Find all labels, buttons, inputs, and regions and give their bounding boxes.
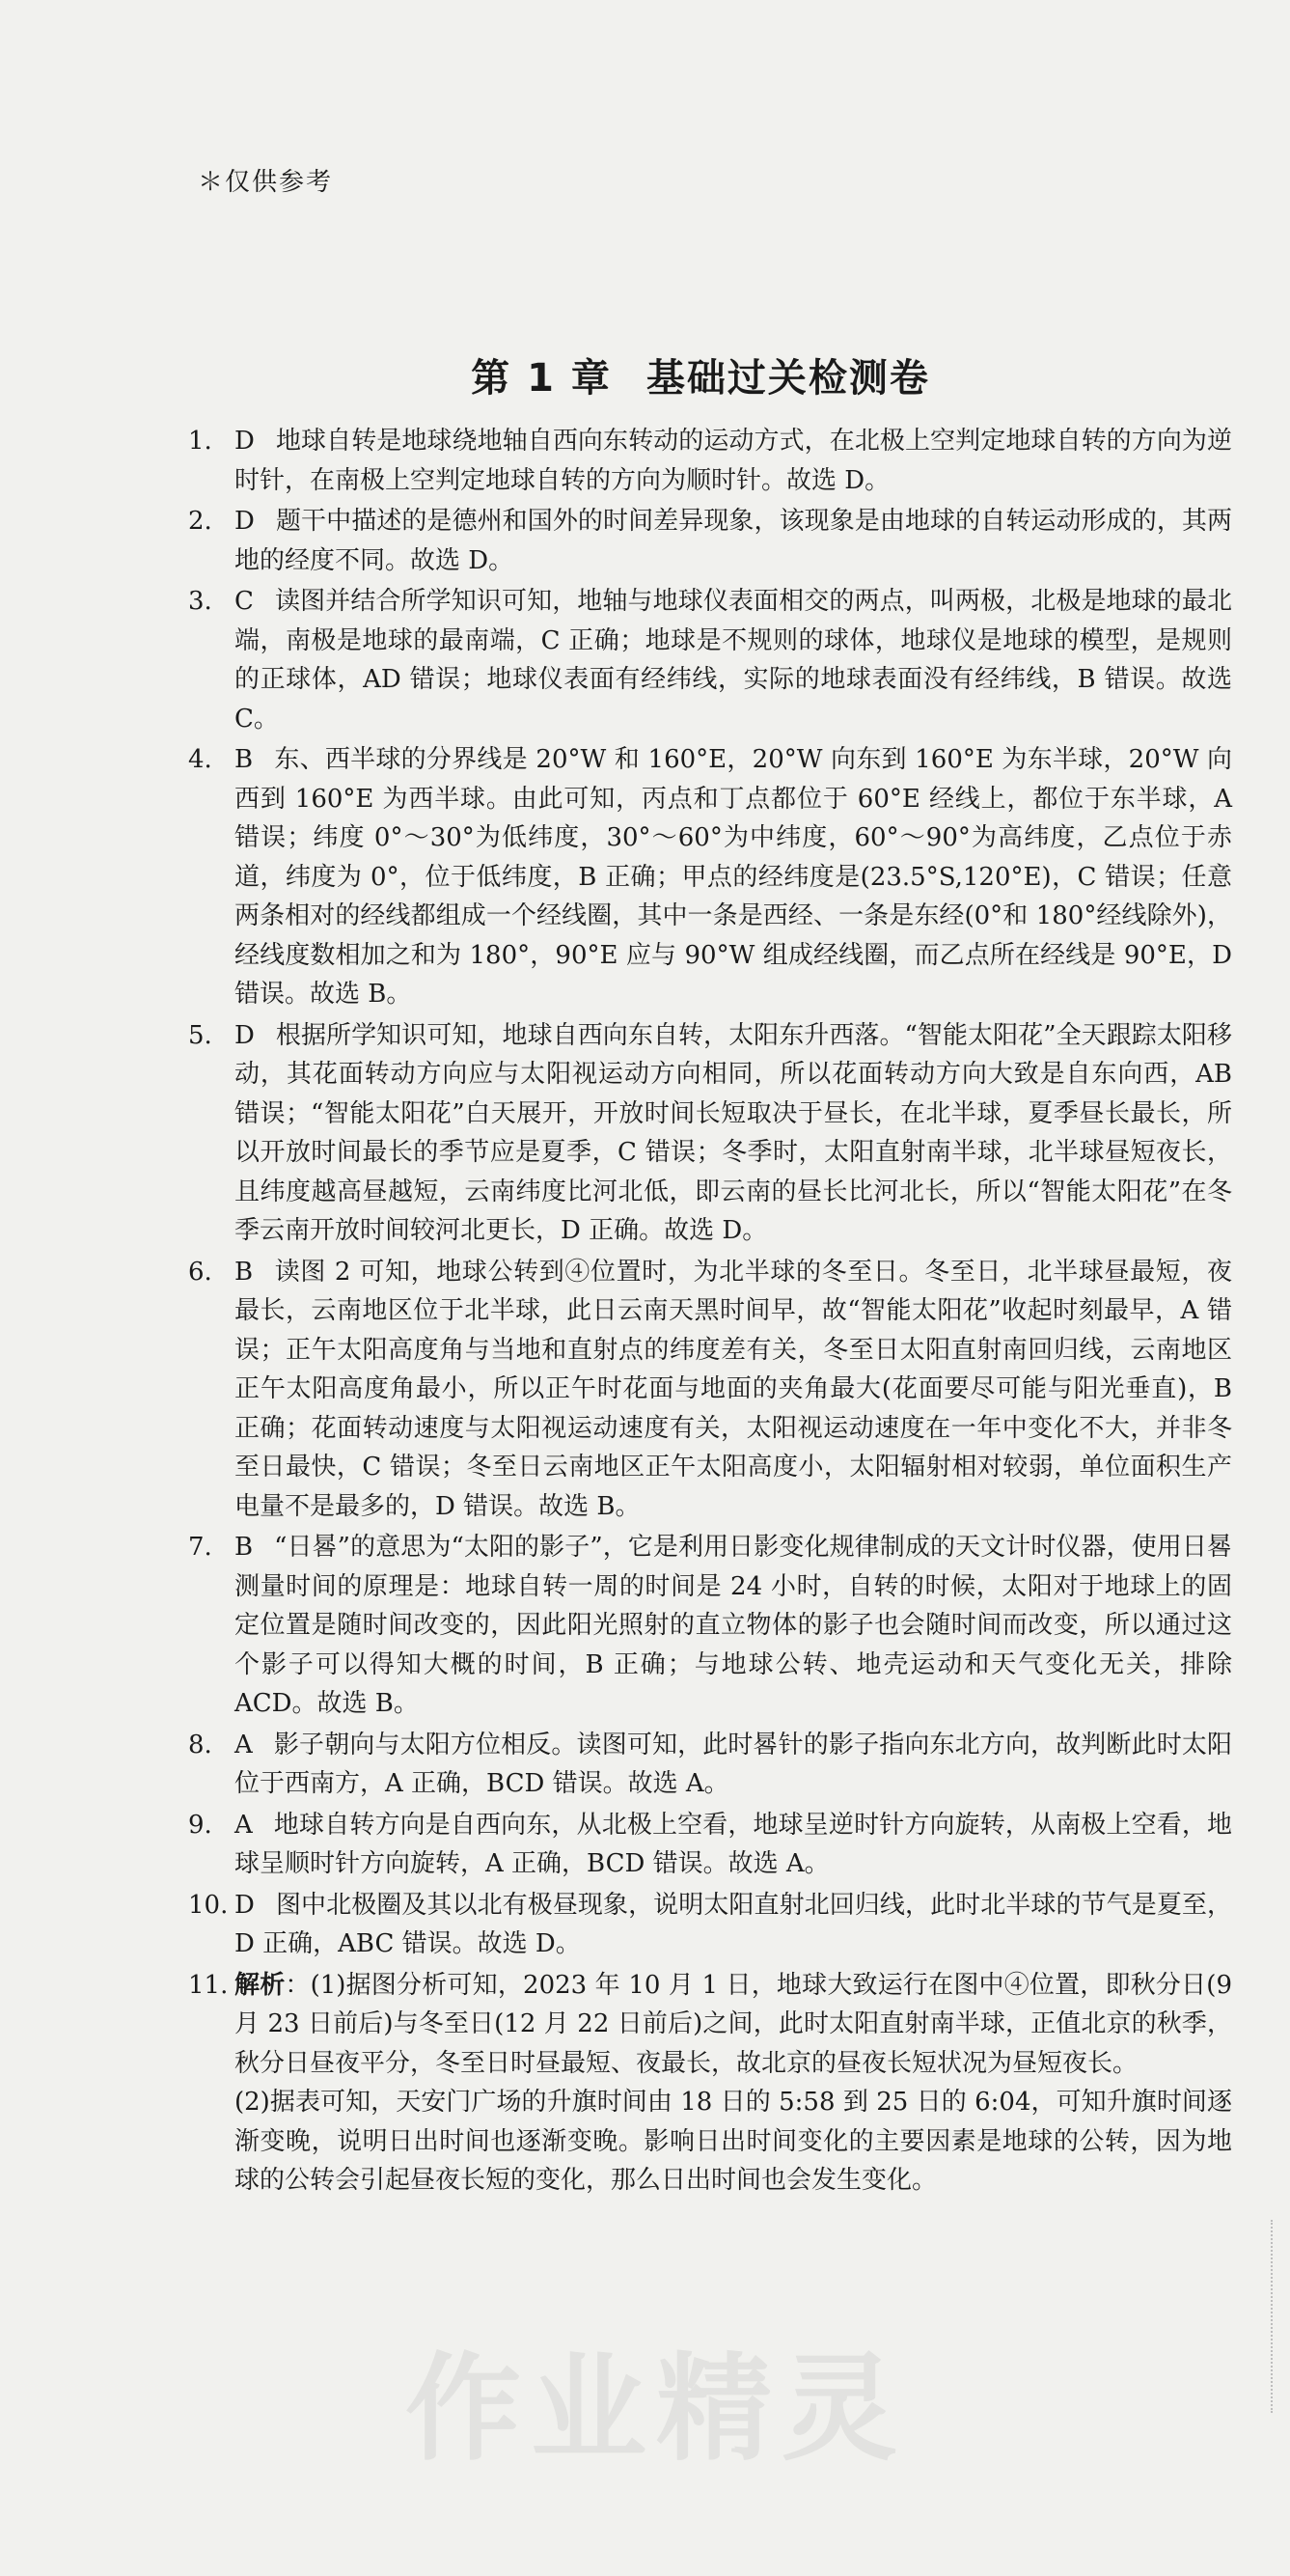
item-explanation: 影子朝向与太阳方位相反。读图可知，此时晷针的影子指向东北方向，故判断此时太阳位于西南方，A 正确，BCD 错误。故选 A。 — [234, 1730, 1232, 1798]
chapter-title: 基础过关检测卷 — [645, 356, 930, 401]
item-explanation: “日晷”的意思为“太阳的影子”，它是利用日影变化规律制成的天文计时仪器，使用日晷测量时间的原理是：地球自转一周的时间是 24 小时，自转的时候，太阳对于地球上的固定位置是随时间改变的，因此阳光照射的直立物体的影子也会随时间而改变，所以通过这个影子可以得知大概的时间，B 正确；与地球公转、地壳运动和天气变化无关，排除 ACD。故选 B。 — [234, 1533, 1232, 1718]
item-number: 11. — [188, 1970, 229, 2000]
item-number: 8. — [188, 1730, 212, 1759]
answer-item-6 — [188, 1253, 1232, 1527]
item-answer: D — [234, 1020, 255, 1050]
item-answer: D — [234, 1890, 255, 1920]
chapter-label: 第 1 章 — [471, 356, 612, 401]
answer-item-8 — [188, 1726, 1232, 1804]
item-answer: A — [234, 1730, 253, 1759]
answer-item-5 — [188, 1016, 1232, 1251]
item-explanation: 读图 2 可知，地球公转到④位置时，为北半球的冬至日。冬至日，北半球昼最短，夜最长，云南地区位于北半球，此日云南天黑时间早，故“智能太阳花”收起时刻最早，A 错误；正午太阳高度角与当地和直射点的纬度差有关，冬至日太阳直射南回归线，云南地区正午太阳高度角最小，所以正午时花面与地面的夹角最大(花面要尽可能与阳光垂直)，B 正确；花面转动速度与太阳视运动速度有关，太阳视运动速度在一年中变化不大，并非冬至日最快，C 错误；冬至日云南地区正午太阳高度小，太阳辐射相对较弱，单位面积生产电量不是最多的，D 错误。故选 B。 — [234, 1257, 1232, 1521]
item-explanation: 读图并结合所学知识可知，地轴与地球仪表面相交的两点，叫两极，北极是地球的最北端，南极是地球的最南端，C 正确；地球是不规则的球体，地球仪是地球的模型，是规则的正球体，AD 错误；地球仪表面有经纬线，实际的地球表面没有经纬线，B 错误。故选 C。 — [234, 587, 1232, 734]
item-answer: B — [234, 1533, 254, 1562]
page-title — [188, 347, 1232, 402]
margin-dotted-line — [1271, 2220, 1273, 2413]
item-answer: B — [234, 1257, 254, 1287]
item-number: 10. — [188, 1890, 229, 1920]
answer-item-4 — [188, 740, 1232, 1014]
answer-item-7 — [188, 1528, 1232, 1724]
answer-list — [188, 422, 1232, 2201]
item-number: 6. — [188, 1257, 212, 1287]
item-answer: D — [234, 427, 255, 456]
answer-item-9 — [188, 1806, 1232, 1884]
item-number: 3. — [188, 587, 212, 616]
analysis-label: 解析 — [234, 1970, 286, 2000]
item-answer: B — [234, 745, 254, 774]
answer-item-2 — [188, 502, 1232, 580]
item-explanation: 图中北极圈及其以北有极昼现象，说明太阳直射北回归线，此时北半球的节气是夏至，D 正确，ABC 错误。故选 D。 — [234, 1890, 1232, 1958]
item-explanation: 地球自转方向是自西向东，从北极上空看，地球呈逆时针方向旋转，从南极上空看，地球呈顺时针方向旋转，A 正确，BCD 错误。故选 A。 — [234, 1810, 1232, 1878]
item-explanation: 根据所学知识可知，地球自西向东自转，太阳东升西落。“智能太阳花”全天跟踪太阳移动，其花面转动方向应与太阳视运动方向相同，所以花面转动方向大致是自东向西，AB 错误；“智能太阳花”白天展开，开放时间长短取决于昼长，在北半球，夏季昼长最长，所以开放时间最长的季节应是夏季，C 错误；冬季时，太阳直射南半球，北半球昼短夜长，且纬度越高昼越短，云南纬度比河北低，即云南的昼长比河北长，所以“智能太阳花”在冬季云南开放时间较河北更长，D 正确。故选 D。 — [234, 1020, 1232, 1245]
item-number: 1. — [188, 427, 212, 456]
answer-item-11 — [188, 1966, 1232, 2201]
item-number: 5. — [188, 1020, 212, 1050]
item-answer: C — [234, 587, 254, 616]
answer-item-1 — [188, 422, 1232, 500]
answer-item-3 — [188, 582, 1232, 738]
item-answer: D — [234, 507, 255, 536]
item-number: 4. — [188, 745, 212, 774]
item-number: 7. — [188, 1533, 212, 1562]
watermark: 作业精灵 — [405, 2342, 907, 2477]
item-explanation: 题干中描述的是德州和国外的时间差异现象，该现象是由地球的自转运动形成的，其两地的经度不同。故选 D。 — [234, 507, 1232, 575]
analysis-part-2: (2)据表可知，天安门广场的升旗时间由 18 日的 5:58 到 25 日的 6:04，可知升旗时间逐渐变晚，说明日出时间也逐渐变晚。影响日出时间变化的主要因素是地球的公转，因为地球的公转会引起昼夜长短的变化，那么日出时间也会发生变化。 — [234, 2088, 1232, 2195]
analysis-part-1: ：(1)据图分析可知，2023 年 10 月 1 日，地球大致运行在图中④位置，即秋分日(9 月 23 日前后)与冬至日(12 月 22 日前后)之间，此时太阳直射南半球，正值北京的秋季，秋分日昼夜平分，冬至日时昼最短、夜最长，故北京的昼夜长短状况为昼短夜长。 — [234, 1970, 1232, 2078]
item-number: 2. — [188, 507, 212, 536]
item-explanation: 地球自转是地球绕地轴自西向东转动的运动方式，在北极上空判定地球自转的方向为逆时针，在南极上空判定地球自转的方向为顺时针。故选 D。 — [234, 427, 1232, 495]
item-explanation: 东、西半球的分界线是 20°W 和 160°E，20°W 向东到 160°E 为东半球，20°W 向西到 160°E 为西半球。由此可知，丙点和丁点都位于 60°E 经线上，都位于东半球，A 错误；纬度 0°～30°为低纬度，30°～60°为中纬度，60°～90°为高纬度，乙点位于赤道，纬度为 0°，位于低纬度，B 正确；甲点的经纬度是(23.5°S,120°E)，C 错误；任意两条相对的经线都组成一个经线圈，其中一条是西经、一条是东经(0°和 180°经线除外)，经线度数相加之和为 180°，90°E 应与 90°W 组成经线圈，而乙点所在经线是 90°E，D 错误。故选 B。 — [234, 745, 1232, 1009]
answer-item-10 — [188, 1886, 1232, 1964]
item-answer: A — [234, 1810, 253, 1840]
item-number: 9. — [188, 1810, 212, 1840]
reference-note: ＊仅供参考 — [198, 168, 334, 197]
